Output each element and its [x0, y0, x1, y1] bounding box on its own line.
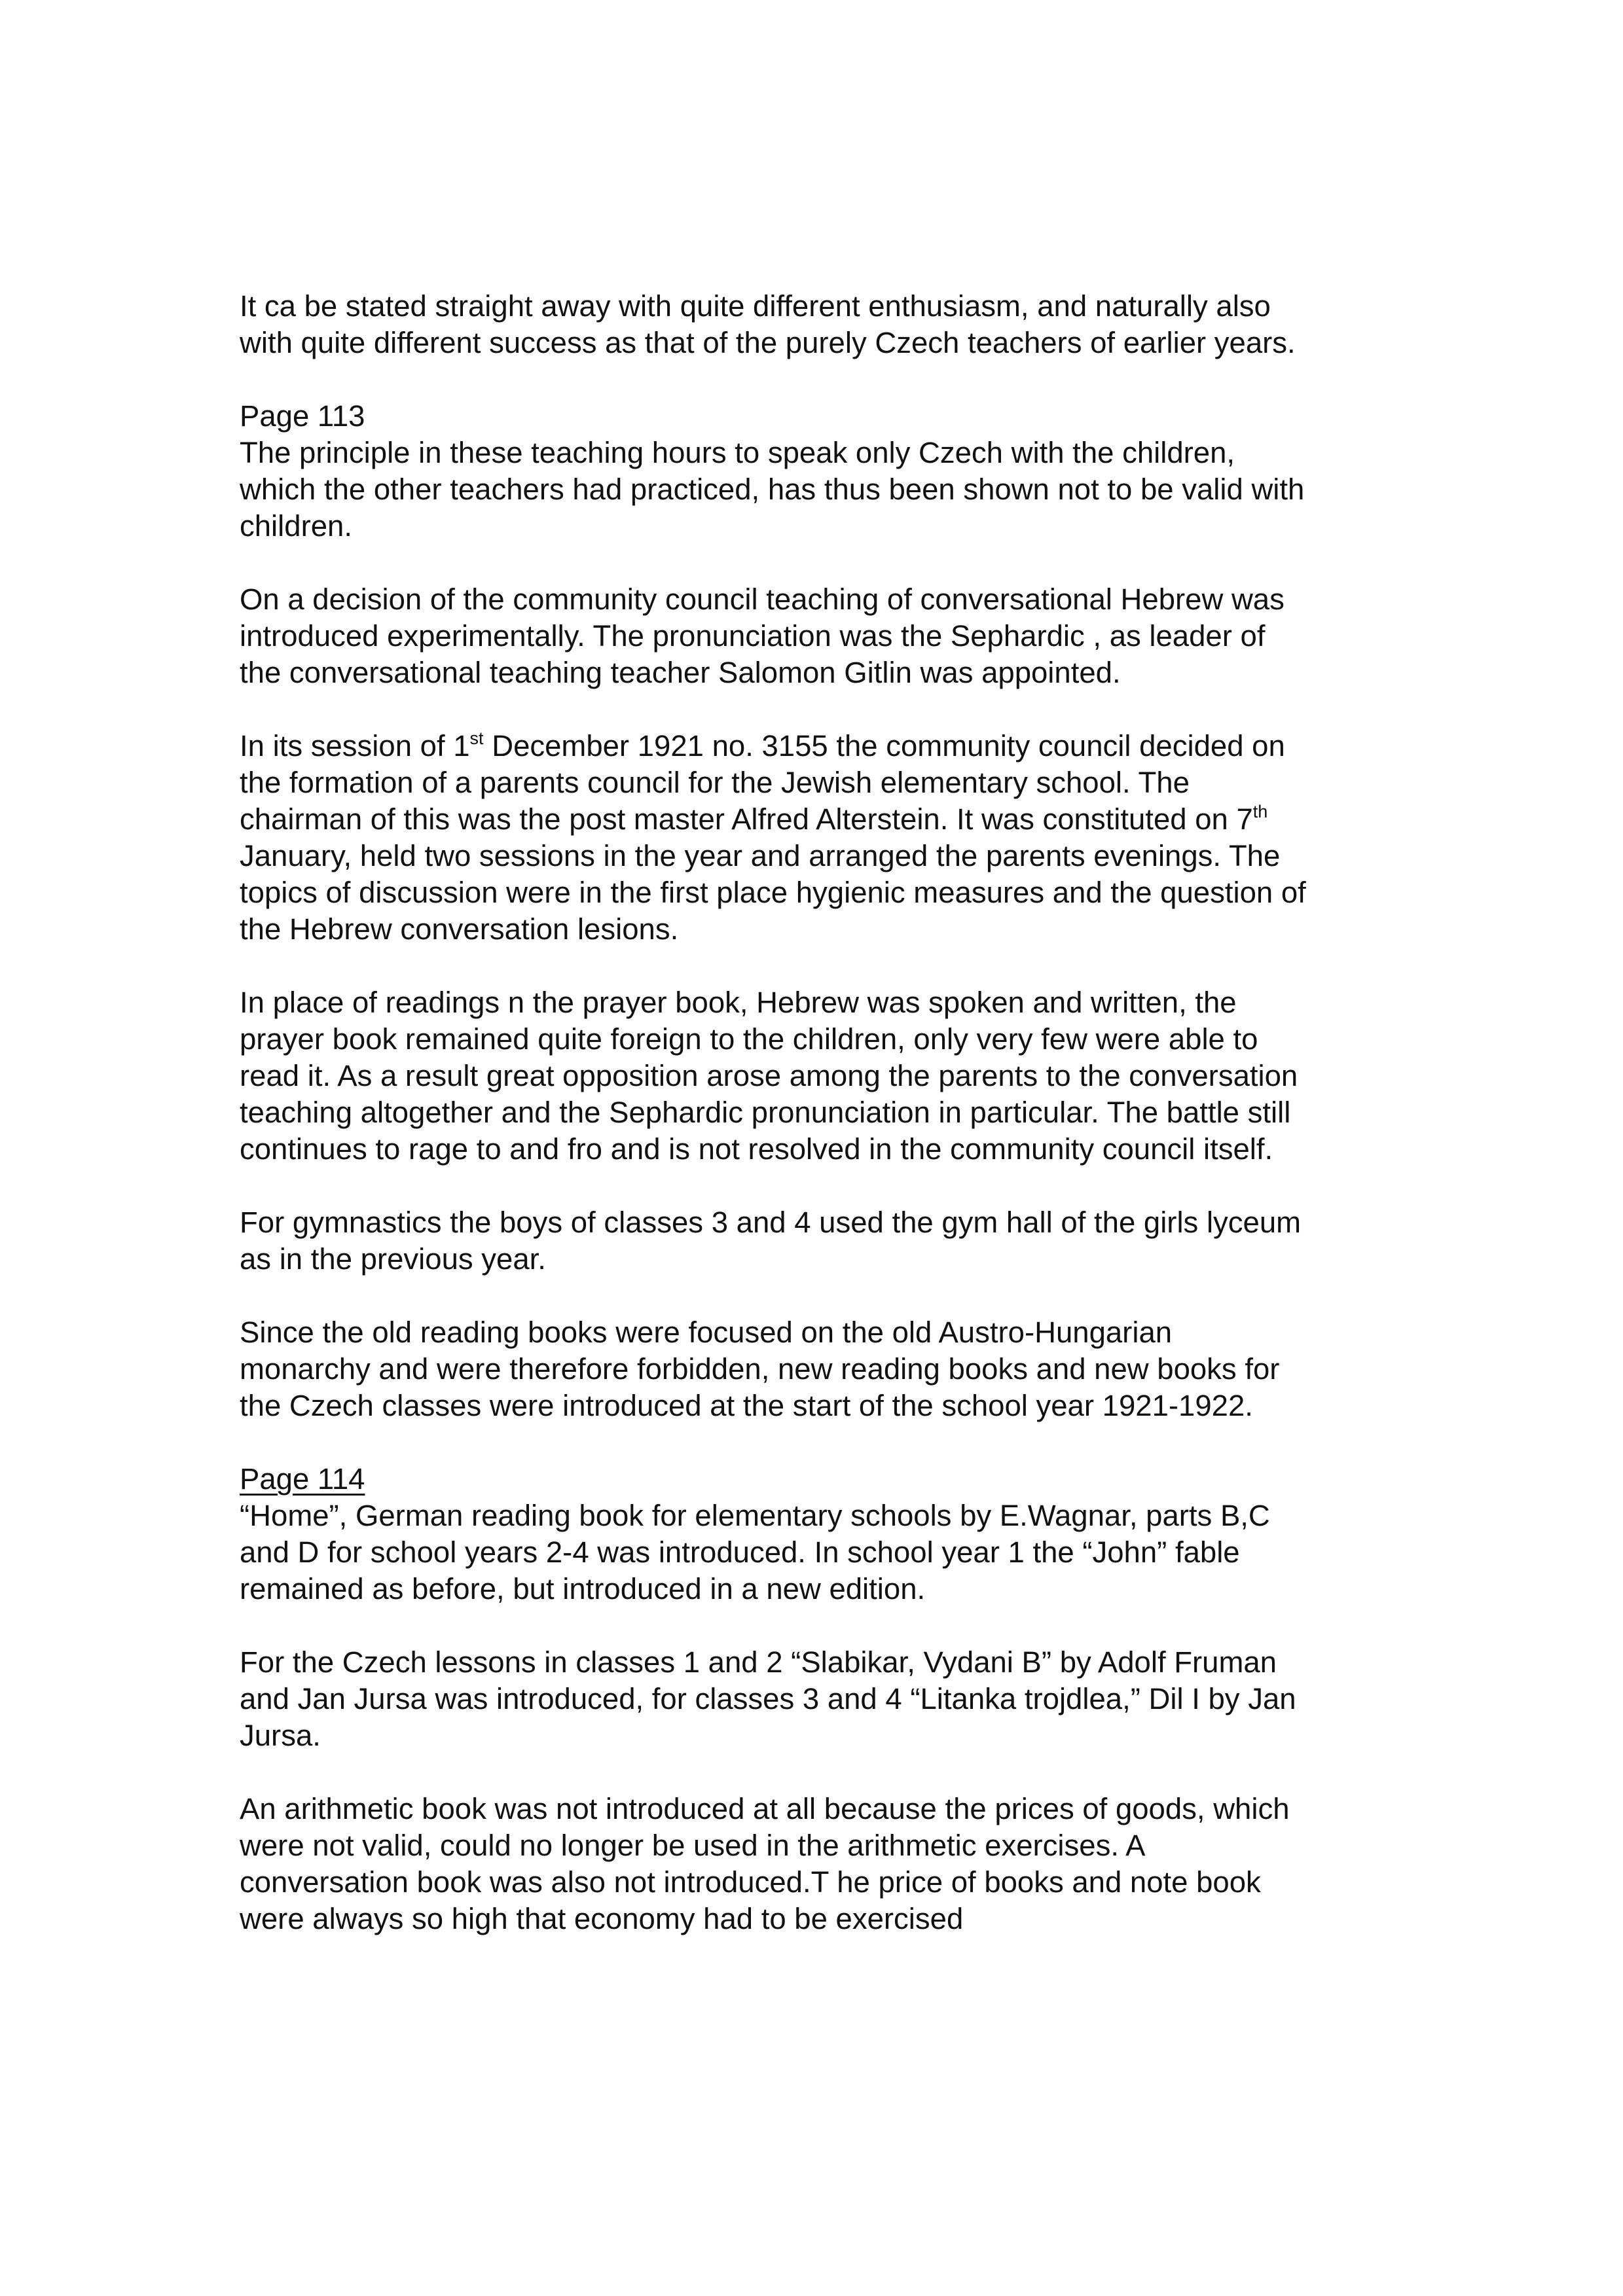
paragraph-gymnastics	[240, 1204, 1412, 1278]
paragraph-arithmetic-book	[240, 1791, 1412, 1937]
text-line: and Jan Jursa was introduced, for classes 3 and 4 “Litanka trojdlea,” Dil I by Jan	[240, 1682, 1296, 1715]
text-line: An arithmetic book was not introduced at all because the prices of goods, which	[240, 1792, 1290, 1825]
text-line: the Czech classes were introduced at the start of the school year 1921-1922.	[240, 1389, 1253, 1422]
text-line: introduced experimentally. The pronunciation was the Sephardic , as leader of	[240, 619, 1266, 653]
text-line: For gymnastics the boys of classes 3 and 4 used the gym hall of the girls lyceum	[240, 1206, 1302, 1239]
ordinal-suffix: st	[469, 728, 484, 748]
paragraph-prayer-book	[240, 984, 1412, 1168]
paragraph-parents-council	[240, 728, 1412, 948]
text-line: read it. As a result great opposition arose among the parents to the conversation	[240, 1059, 1298, 1092]
text-fragment: chairman of this was the post master Alfred Alterstein. It was constituted on 7	[240, 802, 1253, 836]
text-line: were not valid, could no longer be used in the arithmetic exercises. A	[240, 1829, 1146, 1862]
page-label-114: Page 114	[240, 1462, 365, 1496]
text-line: Since the old reading books were focused on the old Austro-Hungarian	[240, 1316, 1173, 1349]
text-line	[240, 728, 1412, 764]
text-line: remained as before, but introduced in a new edition.	[240, 1572, 926, 1605]
text-line: were always so high that economy had to be exercised	[240, 1902, 964, 1935]
document-body	[240, 288, 1412, 1974]
text-line: as in the previous year.	[240, 1242, 546, 1276]
text-line: It ca be stated straight away with quite different enthusiasm, and naturally also	[240, 289, 1271, 323]
paragraph-intro	[240, 288, 1412, 361]
page-label-113: Page 113	[240, 399, 365, 433]
text-line: with quite different success as that of the purely Czech teachers of earlier years.	[240, 326, 1296, 359]
text-line: For the Czech lessons in classes 1 and 2 “Slabikar, Vydani B” by Adolf Fruman	[240, 1645, 1277, 1679]
text-line: which the other teachers had practiced, has thus been shown not to be valid with	[240, 473, 1305, 506]
text-line: children.	[240, 509, 352, 543]
text-line: the conversational teaching teacher Salomon Gitlin was appointed.	[240, 656, 1121, 689]
text-line: conversation book was also not introduced.T he price of books and note book	[240, 1865, 1261, 1899]
paragraph-page-113	[240, 398, 1412, 545]
paragraph-reading-books	[240, 1314, 1412, 1424]
text-line: and D for school years 2-4 was introduced. In school year 1 the “John” fable	[240, 1535, 1240, 1569]
text-line: In place of readings n the prayer book, Hebrew was spoken and written, the	[240, 986, 1237, 1019]
text-line: prayer book remained quite foreign to the children, only very few were able to	[240, 1022, 1258, 1056]
text-line: “Home”, German reading book for elementary schools by E.Wagnar, parts B,C	[240, 1499, 1270, 1532]
text-line	[240, 801, 1412, 838]
text-fragment: In its session of 1	[240, 729, 470, 762]
text-line: On a decision of the community council teaching of conversational Hebrew was	[240, 583, 1285, 616]
text-line: The principle in these teaching hours to speak only Czech with the children,	[240, 436, 1235, 469]
text-line: monarchy and were therefore forbidden, new reading books and new books for	[240, 1352, 1280, 1386]
text-line: January, held two sessions in the year and arranged the parents evenings. The	[240, 839, 1281, 872]
paragraph-hebrew-teaching	[240, 581, 1412, 691]
text-line: continues to rage to and fro and is not resolved in the community council itself.	[240, 1132, 1273, 1166]
text-line: teaching altogether and the Sephardic pronunciation in particular. The battle still	[240, 1096, 1291, 1129]
text-line: topics of discussion were in the first place hygienic measures and the question of	[240, 876, 1306, 909]
text-fragment: December 1921 no. 3155 the community council decided on	[483, 729, 1285, 762]
text-line: the Hebrew conversation lesions.	[240, 912, 679, 946]
text-line: Jursa.	[240, 1719, 321, 1752]
text-line: the formation of a parents council for the Jewish elementary school. The	[240, 766, 1190, 799]
paragraph-czech-lessons	[240, 1644, 1412, 1754]
paragraph-page-114	[240, 1461, 1412, 1607]
ordinal-suffix: th	[1252, 801, 1268, 821]
